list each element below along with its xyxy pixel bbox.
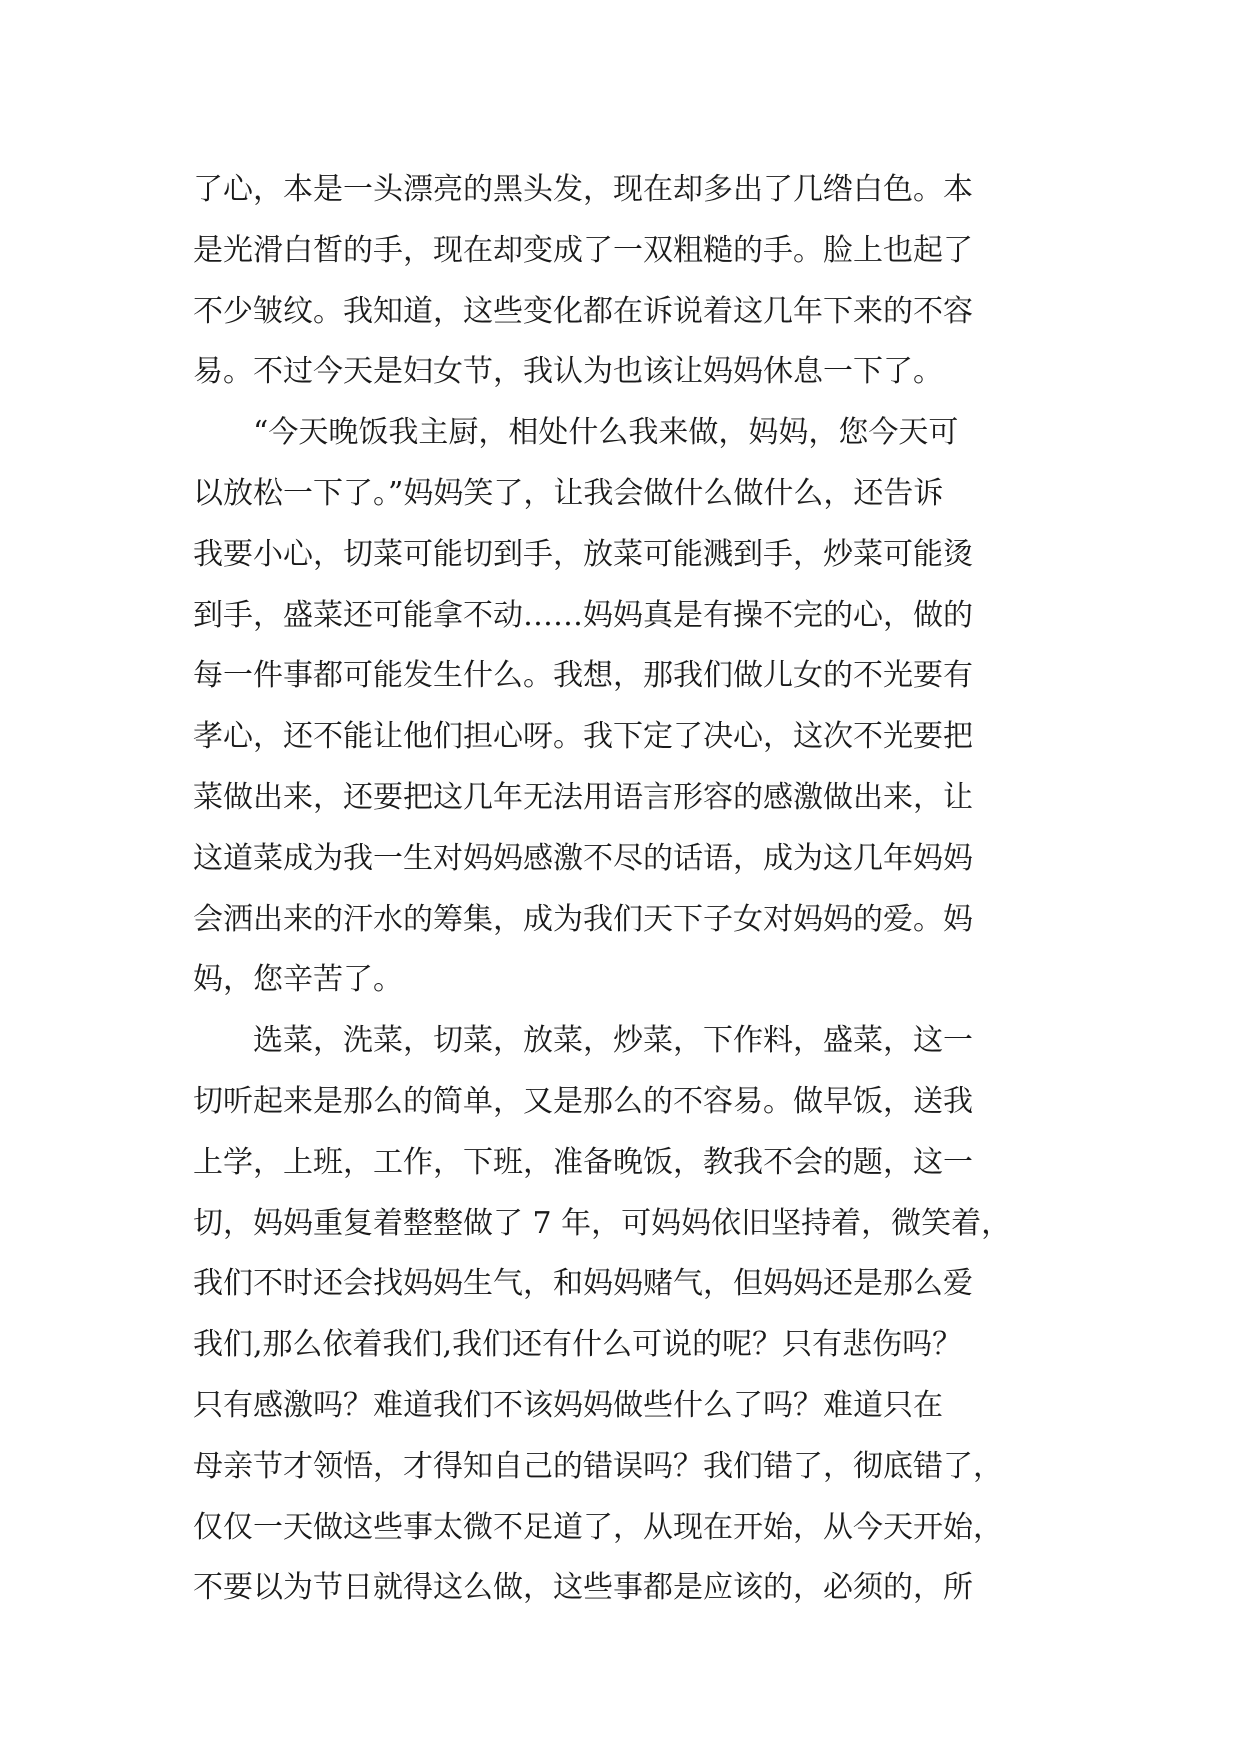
text-line: 不少皱纹。我知道，这些变化都在诉说着这几年下来的不容	[193, 293, 973, 329]
text-line: 孝心，还不能让他们担心呀。我下定了决心，这次不光要把	[193, 719, 973, 755]
text-line: 我们,那么依着我们,我们还有什么可说的呢？只有悲伤吗？	[193, 1327, 963, 1363]
text-line: 我们不时还会找妈妈生气，和妈妈赌气，但妈妈还是那么爱	[193, 1266, 973, 1302]
text-line: 上学，上班，工作，下班，准备晚饭，教我不会的题，这一	[193, 1144, 973, 1180]
text-line: 妈，您辛苦了。	[193, 962, 403, 998]
text-line: 我要小心，切菜可能切到手，放菜可能溅到手，炒菜可能烫	[193, 536, 973, 572]
text-line: 易。不过今天是妇女节，我认为也该让妈妈休息一下了。	[193, 354, 943, 390]
text-line: 不要以为节日就得这么做，这些事都是应该的，必须的，所	[193, 1570, 973, 1606]
body-text	[193, 160, 1053, 1619]
text-line: “今天晚饭我主厨，相处什么我来做，妈妈，您今天可	[193, 415, 959, 451]
text-line: 每一件事都可能发生什么。我想，那我们做儿女的不光要有	[193, 658, 973, 694]
text-line: 仅仅一天做这些事太微不足道了，从现在开始，从今天开始，	[193, 1509, 1003, 1545]
text-line: 切，妈妈重复着整整做了 7 年，可妈妈依旧坚持着，微笑着，	[193, 1205, 1012, 1241]
text-line: 菜做出来，还要把这几年无法用语言形容的感激做出来，让	[193, 779, 973, 815]
text-line: 这道菜成为我一生对妈妈感激不尽的话语，成为这几年妈妈	[193, 840, 973, 876]
text-line: 母亲节才领悟，才得知自己的错误吗？我们错了，彻底错了，	[193, 1448, 1003, 1484]
text-line: 以放松一下了。”妈妈笑了，让我会做什么做什么，还告诉	[193, 475, 944, 511]
text-line: 到手，盛菜还可能拿不动……妈妈真是有操不完的心，做的	[193, 597, 973, 633]
text-line: 切听起来是那么的简单，又是那么的不容易。做早饭，送我	[193, 1083, 973, 1119]
text-line: 会洒出来的汗水的筹集，成为我们天下子女对妈妈的爱。妈	[193, 901, 973, 937]
text-line: 只有感激吗？难道我们不该妈妈做些什么了吗？难道只在	[193, 1387, 943, 1423]
text-line: 选菜，洗菜，切菜，放菜，炒菜，下作料，盛菜，这一	[193, 1023, 973, 1059]
text-line: 了心，本是一头漂亮的黑头发，现在却多出了几绺白色。本	[193, 172, 973, 207]
text-line: 是光滑白皙的手，现在却变成了一双粗糙的手。脸上也起了	[193, 232, 973, 268]
